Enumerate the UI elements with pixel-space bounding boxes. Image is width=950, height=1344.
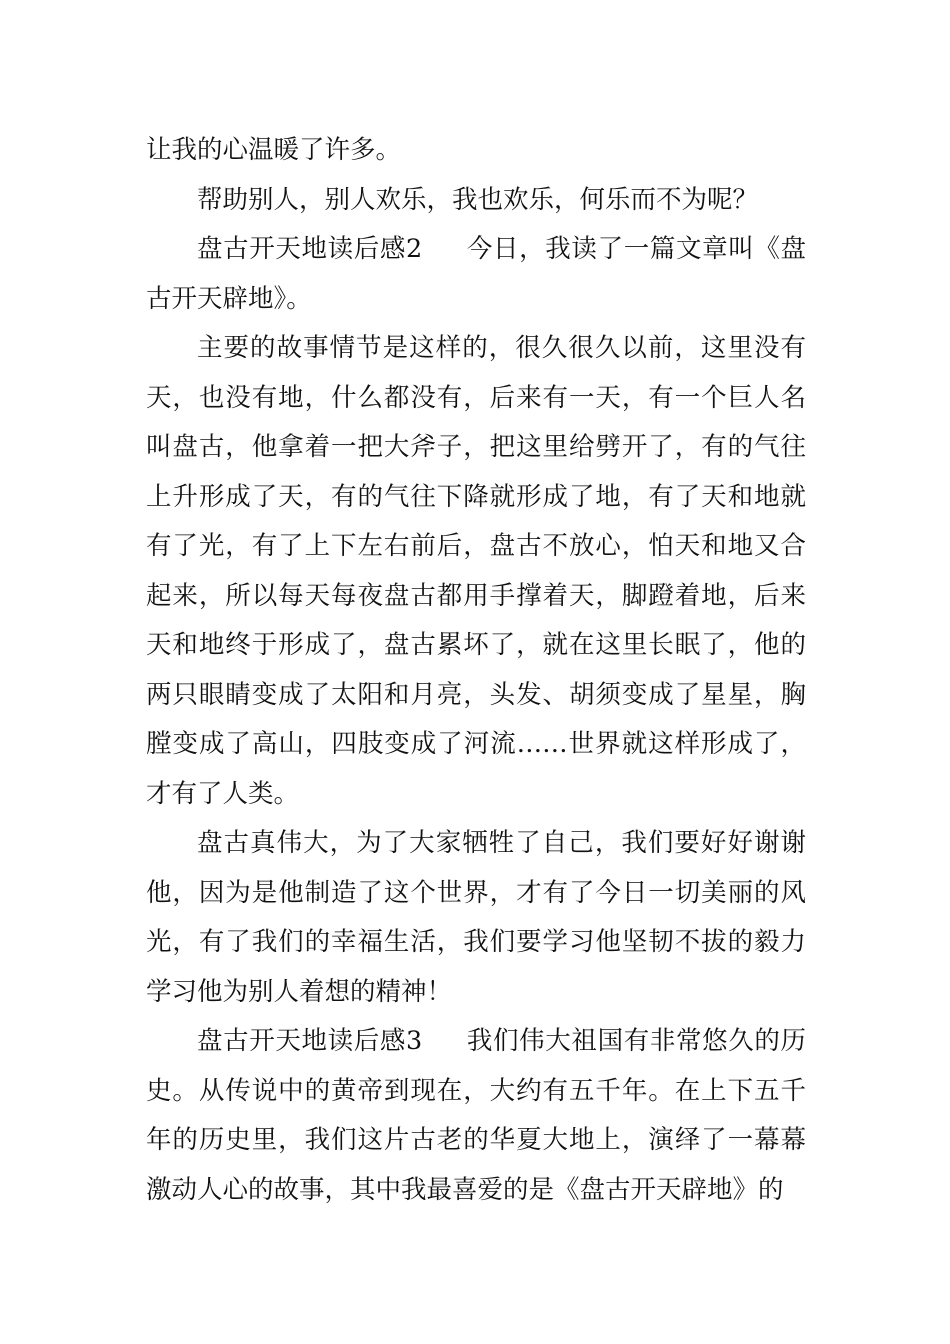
paragraph-2: 帮助别人，别人欢乐，我也欢乐，何乐而不为呢？ (197, 184, 759, 215)
paragraph-3-text: 今日，我读了一篇文章叫《盘古开天辟地》。 (146, 234, 806, 314)
paragraph-1: 让我的心温暖了许多。 (146, 135, 402, 165)
body-text (146, 126, 806, 1215)
paragraph-5: 盘古真伟大，为了大家牺牲了自己，我们要好好谢谢他，因为是他制造了这个世界，才有了今日一切美丽的风光，有了我们的幸福生活，我们要学习他坚韧不拔的毅力学习他为别人着想的精神！ (146, 828, 806, 1007)
paragraph-6-text: 我们伟大祖国有非常悠久的历史。从传说中的黄帝到现在，大约有五千年。在上下五千年的历史里，我们这片古老的华夏大地上，演绎了一幕幕激动人心的故事，其中我最喜爱的是《盘古开天辟地》的 (146, 1026, 806, 1205)
section-heading-3: 盘古开天地读后感3 (197, 1026, 423, 1056)
paragraph-4: 主要的故事情节是这样的，很久很久以前，这里没有天，也没有地，什么都没有，后来有一天，有一个巨人名叫盘古，他拿着一把大斧子，把这里给劈开了，有的气往上升形成了天，有的气往下降就形成了地，有了天和地就有了光，有了上下左右前后，盘古不放心，怕天和地又合起来，所以每天每夜盘古都用手撑着天，脚蹬着地，后来天和地终于形成了，盘古累坏了，就在这里长眠了，他的两只眼睛变成了太阳和月亮，头发、胡须变成了星星，胸膛变成了高山，四肢变成了河流……世界就这样形成了，才有了人类。 (146, 333, 806, 809)
section-heading-2: 盘古开天地读后感2 (197, 234, 423, 264)
paragraph-3 (146, 225, 806, 324)
paragraph-6 (146, 1017, 806, 1215)
